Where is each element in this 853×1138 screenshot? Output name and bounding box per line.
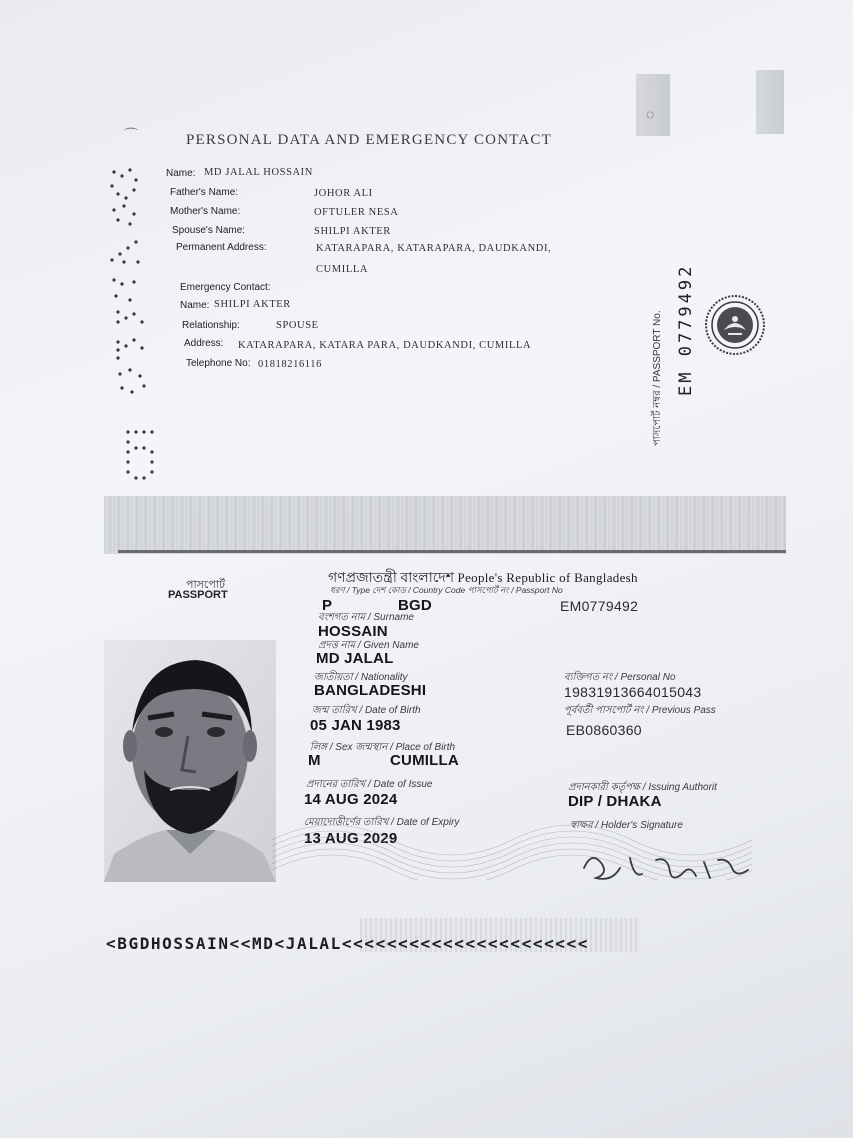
personal-data-title: PERSONAL DATA AND EMERGENCY CONTACT [186, 132, 553, 148]
tab-shadow [636, 74, 670, 136]
holder-signature-caption: স্বাক্ষর / Holder's Signature [570, 820, 683, 831]
surname-caption: বংশগত নাম / Surname [318, 612, 414, 623]
bangladesh-emblem-seal-icon [704, 294, 766, 356]
emergency-name-value: SHILPI AKTER [214, 299, 291, 310]
name-label: Name: [166, 168, 196, 179]
sex-birthplace-caption: লিঙ্গ / Sex জন্মস্থান / Place of Birth [310, 742, 456, 753]
permanent-address-label: Permanent Address: [176, 242, 267, 253]
spouse-name-label: Spouse's Name: [172, 225, 246, 236]
type-caption: ধরণ / Type দেশ কোড / Country Code পাসপোর্ট নং / Passport No [330, 585, 563, 595]
father-name-label: Father's Name: [170, 187, 239, 198]
corner-mark: ⌒ [124, 129, 138, 144]
issuing-authority-caption: প্রদানকারী কর্তৃপক্ষ / Issuing Authorit [568, 782, 717, 793]
passport-label-bn: পাসপোর্ট [186, 579, 225, 591]
previous-passport-caption: পূর্ববর্তী পাসপোর্ট নং / Previous Pass [564, 705, 716, 716]
passport-number-vertical: EM 0779492 [676, 263, 696, 396]
page-number-mark: ◌ [646, 108, 655, 123]
passport-type: P [322, 597, 333, 614]
date-of-expiry: 13 AUG 2029 [304, 830, 398, 847]
page-fold-line [118, 550, 786, 553]
issuing-authority: DIP / DHAKA [568, 793, 662, 810]
place-of-birth: CUMILLA [390, 752, 459, 769]
page-fold-band [104, 496, 786, 554]
telephone-value: 01818216116 [258, 359, 322, 370]
name-value: MD JALAL HOSSAIN [204, 167, 313, 178]
mother-name-value: OFTULER NESA [314, 207, 399, 218]
mother-name-label: Mother's Name: [170, 206, 241, 217]
emergency-address-label: Address: [184, 338, 224, 349]
date-of-issue: 14 AUG 2024 [304, 791, 398, 808]
country-header-bn: গণপ্রজাতন্ত্রী বাংলাদেশ [328, 571, 455, 586]
dob-caption: জন্ম তারিখ / Date of Birth [312, 705, 421, 716]
issue-date-caption: প্রদানের তারিখ / Date of Issue [306, 779, 433, 790]
holder-photo [104, 640, 276, 882]
passport-label-en: PASSPORT [168, 589, 228, 601]
previous-passport-number: EB0860360 [566, 722, 642, 738]
passport-number: EM0779492 [560, 598, 639, 614]
passport-number-vertical-label: পাসপোর্ট নম্বর / PASSPORT No. [652, 310, 663, 446]
emergency-contact-heading: Emergency Contact: [180, 282, 271, 293]
date-of-birth: 05 JAN 1983 [310, 717, 401, 734]
spouse-name-value: SHILPI AKTER [314, 226, 391, 237]
country-code: BGD [398, 597, 432, 614]
machine-readable-zone: <BGDHOSSAIN<<MD<JALAL<<<<<<<<<<<<<<<<<<<<<< [106, 934, 590, 953]
personal-no-caption: ব্যক্তিগত নং / Personal No [564, 672, 676, 683]
relationship-label: Relationship: [182, 320, 240, 331]
given-name: MD JALAL [316, 650, 394, 667]
surname: HOSSAIN [318, 623, 388, 640]
tab-shadow [756, 70, 784, 134]
relationship-value: SPOUSE [276, 320, 319, 331]
sex: M [308, 752, 321, 769]
given-name-caption: প্রদত্ত নাম / Given Name [318, 640, 419, 651]
father-name-value: JOHOR ALI [314, 188, 373, 199]
country-header-en: People's Republic of Bangladesh [457, 570, 638, 585]
permanent-address-value-line2: CUMILLA [316, 264, 369, 275]
expiry-date-caption: মেয়াদোত্তীর্ণের তারিখ / Date of Expiry [304, 817, 460, 828]
emergency-address-value: KATARAPARA, KATARA PARA, DAUDKANDI, CUMILLA [238, 340, 532, 351]
telephone-label: Telephone No: [186, 358, 251, 369]
permanent-address-value: KATARAPARA, KATARAPARA, DAUDKANDI, [316, 243, 552, 254]
holder-signature-image [572, 838, 772, 894]
personal-number: 19831913664015043 [564, 684, 702, 700]
perforated-passport-number [104, 162, 162, 492]
nationality: BANGLADESHI [314, 682, 427, 699]
nationality-caption: জাতীয়তা / Nationality [314, 672, 408, 683]
emergency-name-label: Name: [180, 300, 210, 311]
